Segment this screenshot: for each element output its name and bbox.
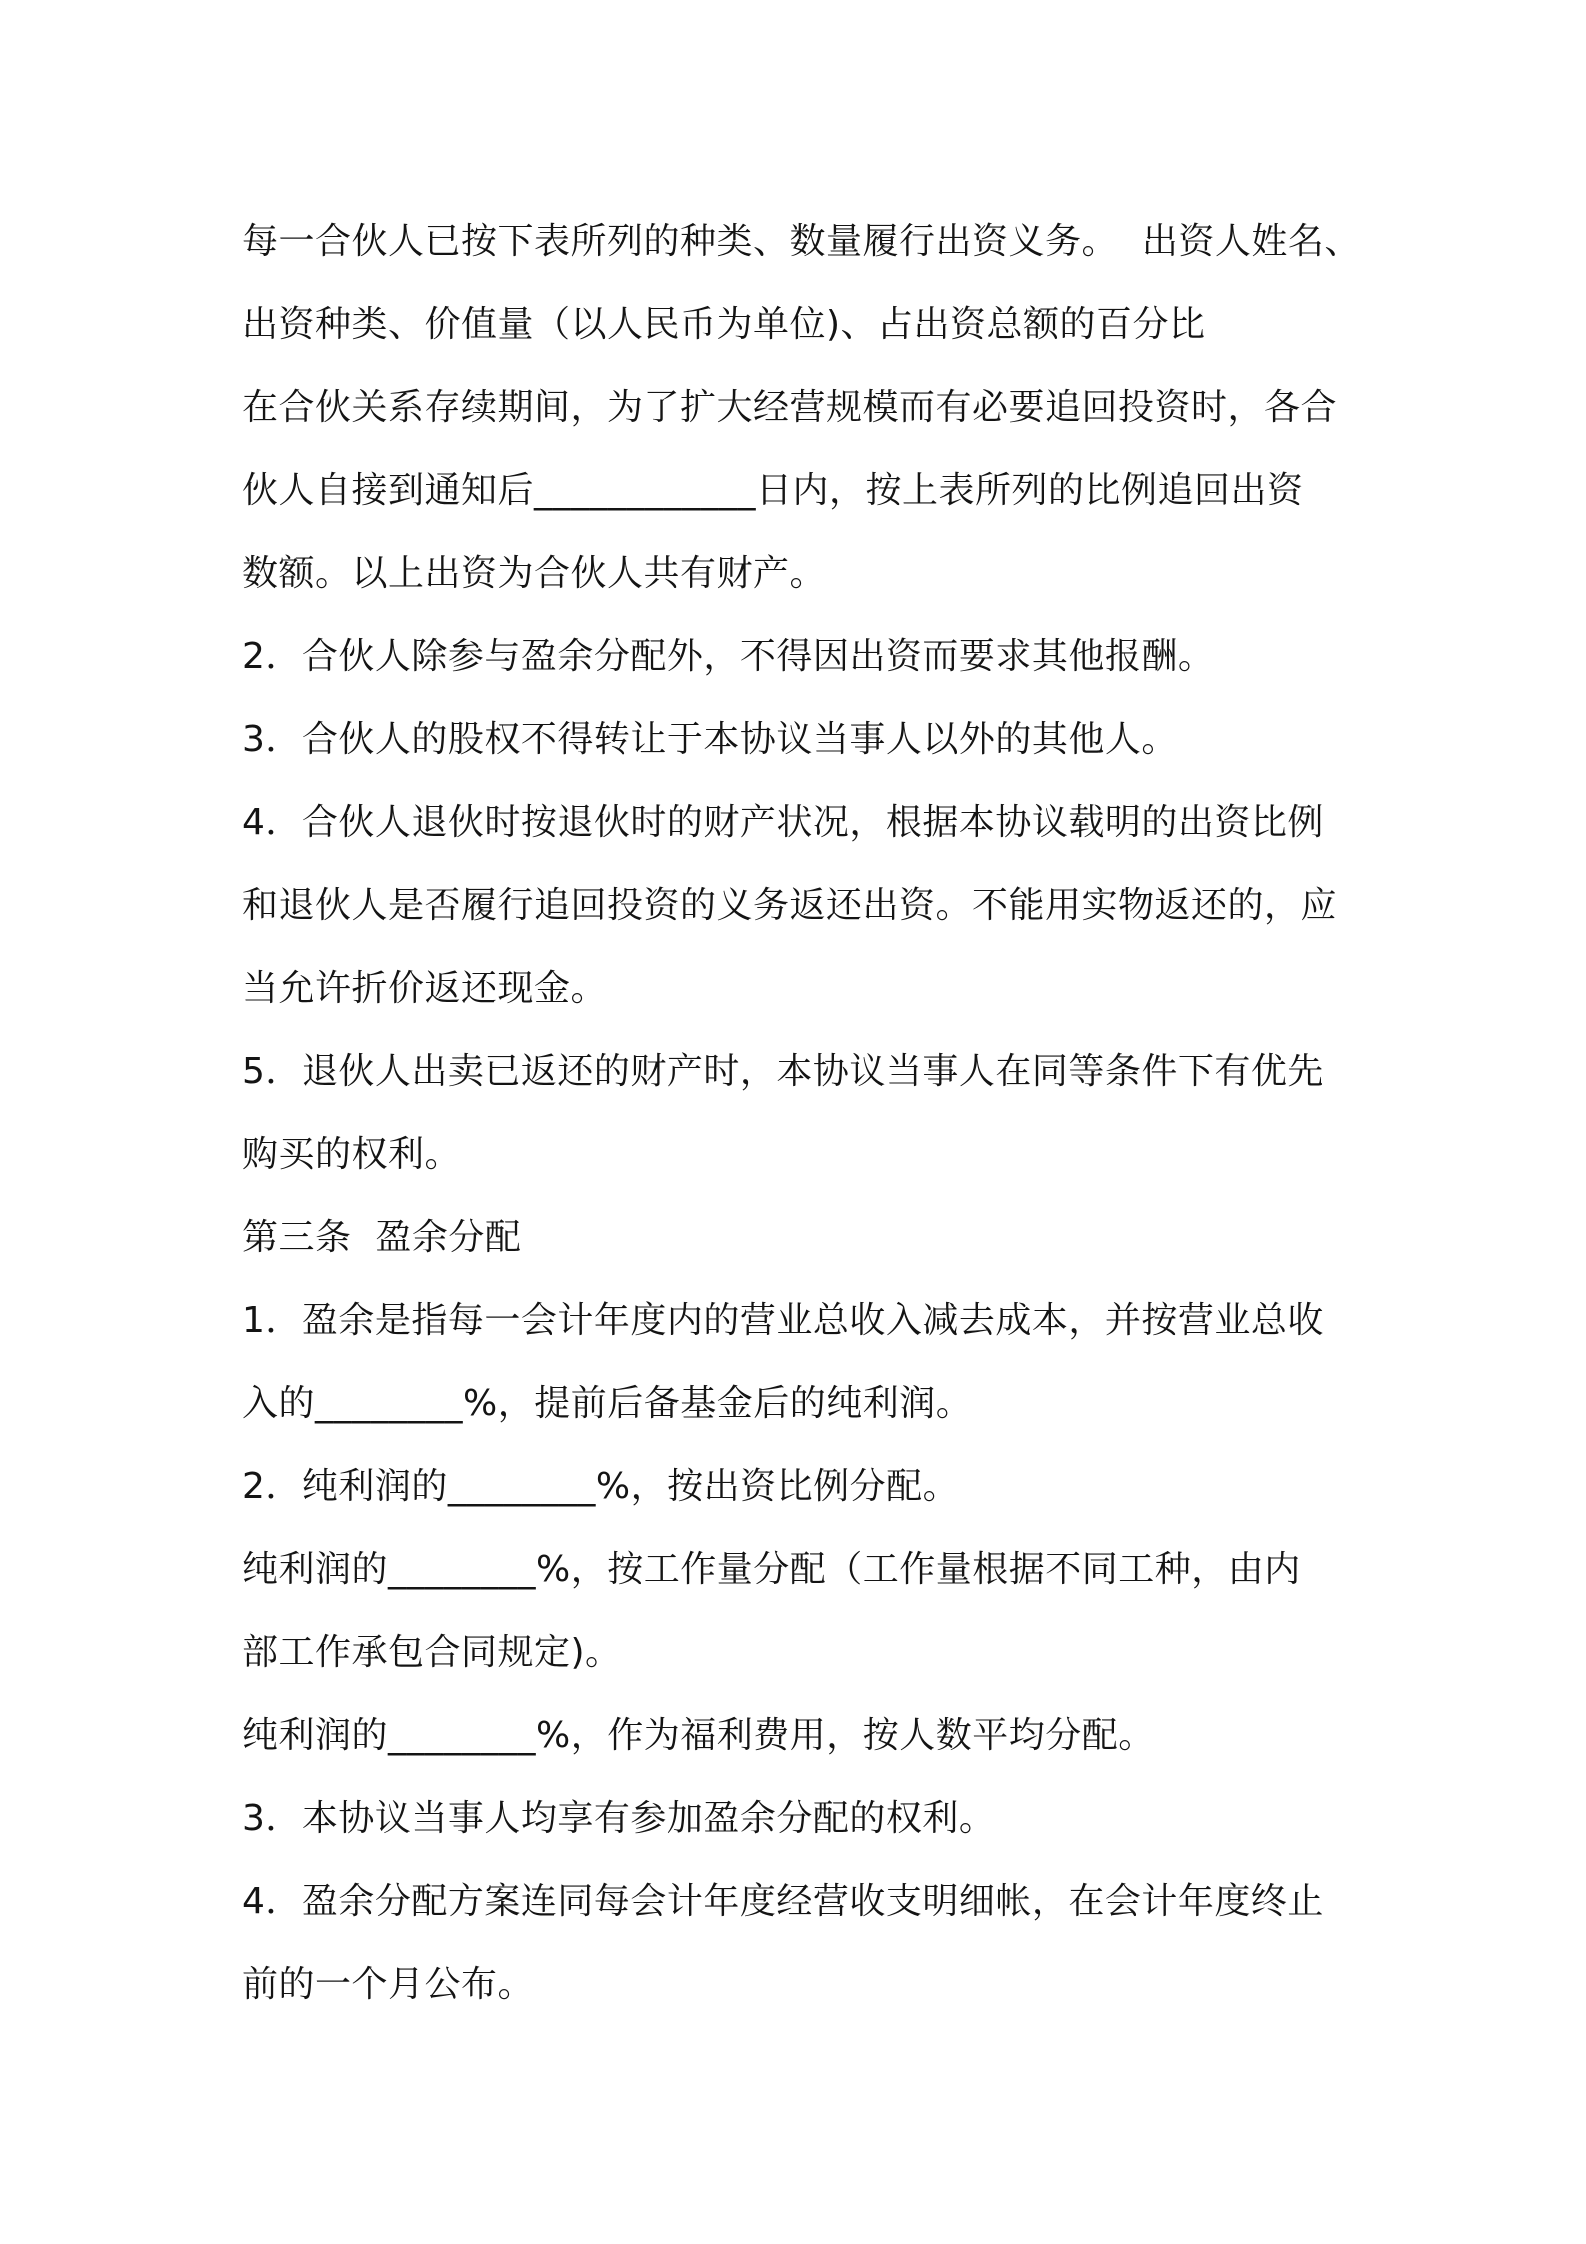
clause-1: 1．盈余是指每一会计年度内的营业总收入减去成本，并按营业总收 [242, 1300, 1324, 1341]
section-heading: 第三条 盈余分配 [242, 1217, 522, 1258]
text-line: 纯利润的________%，按工作量分配（工作量根据不同工种，由内 [242, 1549, 1301, 1590]
text-line: 前的一个月公布。 [242, 1964, 535, 2005]
text-line: 在合伙关系存续期间，为了扩大经营规模而有必要追回投资时，各合 [242, 387, 1338, 428]
clause-3: 3．本协议当事人均享有参加盈余分配的权利。 [242, 1798, 996, 1839]
clause-5: 5．退伙人出卖已返还的财产时，本协议当事人在同等条件下有优先 [242, 1051, 1324, 1092]
clause-2: 2．纯利润的________%，按出资比例分配。 [242, 1466, 960, 1507]
text-line: 伙人自接到通知后____________日内，按上表所列的比例追回出资 [242, 470, 1304, 511]
document-body [242, 200, 1362, 2026]
text-line: 出资种类、价值量（以人民币为单位)、占出资总额的百分比 [242, 304, 1206, 345]
text-line: 数额。以上出资为合伙人共有财产。 [242, 553, 827, 594]
clause-3: 3．合伙人的股权不得转让于本协议当事人以外的其他人。 [242, 719, 1178, 760]
text-line: 购买的权利。 [242, 1134, 462, 1175]
text-line: 每一合伙人已按下表所列的种类、数量履行出资义务。 出资人姓名、 [242, 221, 1361, 262]
clause-4: 4．盈余分配方案连同每会计年度经营收支明细帐，在会计年度终止 [242, 1881, 1324, 1922]
clause-2: 2．合伙人除参与盈余分配外，不得因出资而要求其他报酬。 [242, 636, 1215, 677]
text-line: 部工作承包合同规定)。 [242, 1632, 622, 1673]
text-line: 入的________%，提前后备基金后的纯利润。 [242, 1383, 973, 1424]
text-line: 当允许折价返还现金。 [242, 968, 608, 1009]
text-line: 纯利润的________%，作为福利费用，按人数平均分配。 [242, 1715, 1155, 1756]
text-line: 和退伙人是否履行追回投资的义务返还出资。不能用实物返还的，应 [242, 885, 1338, 926]
clause-4: 4．合伙人退伙时按退伙时的财产状况，根据本协议载明的出资比例 [242, 802, 1324, 843]
